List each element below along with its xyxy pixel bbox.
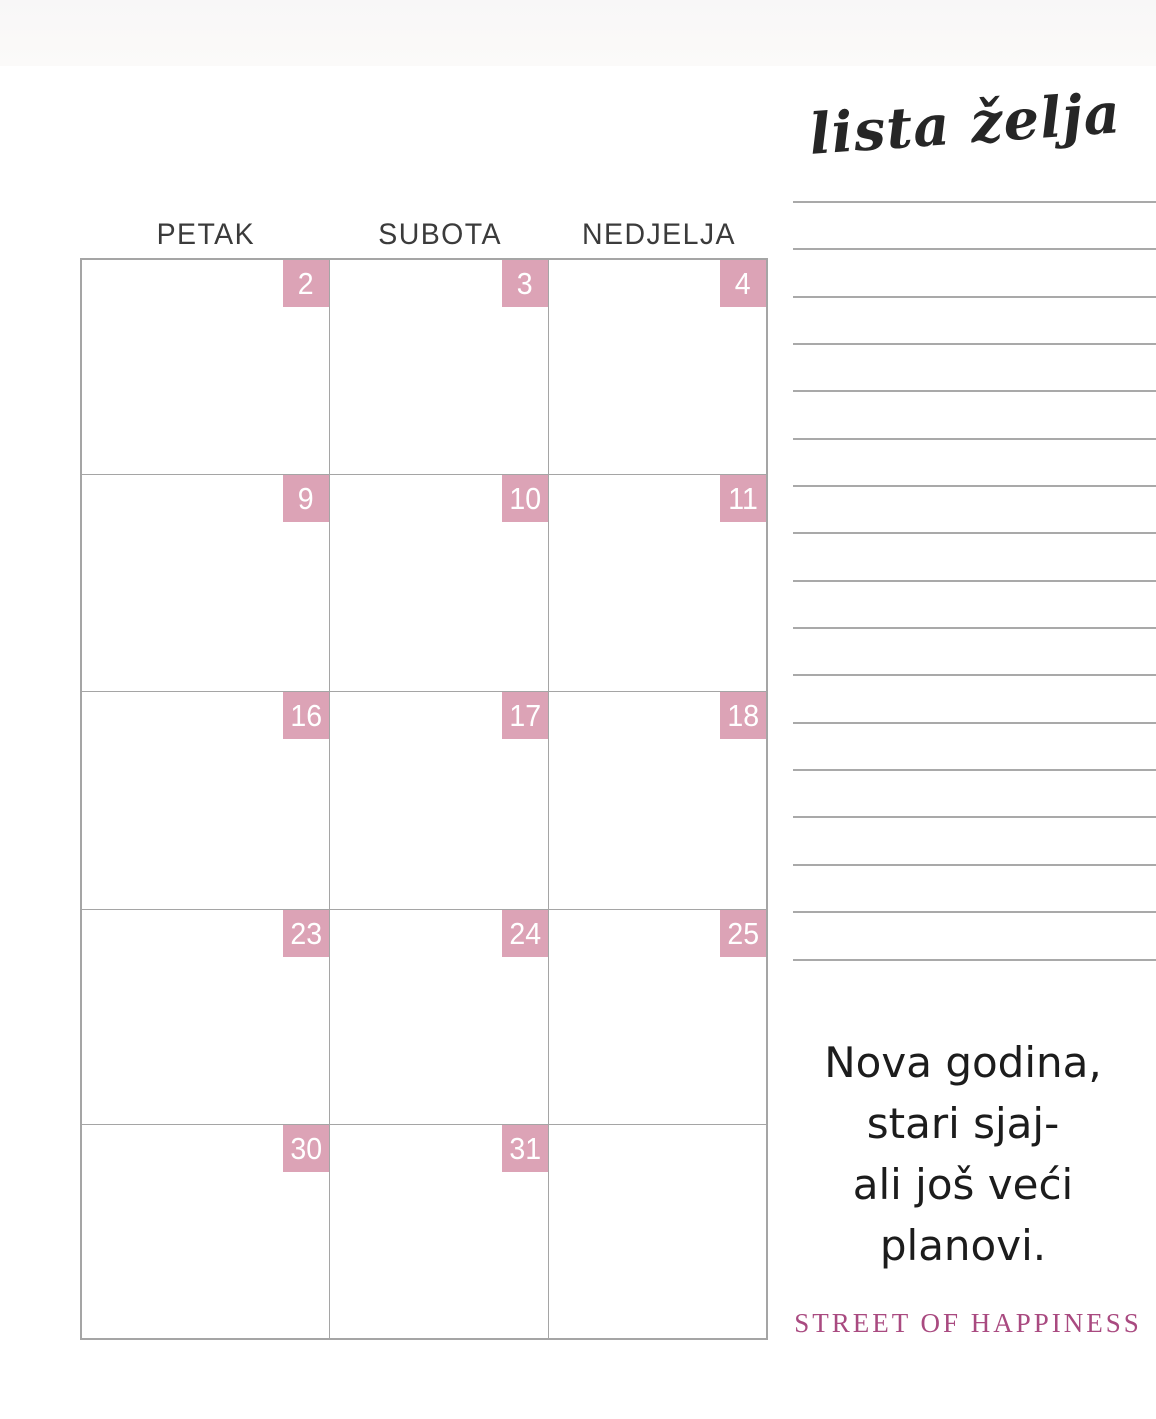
calendar-cell (82, 475, 330, 692)
note-line (793, 769, 1156, 771)
day-header-row (81, 218, 769, 252)
top-paper-band (0, 0, 1156, 66)
calendar-cell (330, 475, 549, 692)
calendar-cell (549, 260, 766, 475)
date-badge: 11 (720, 475, 766, 522)
date-badge: 30 (283, 1125, 329, 1172)
date-badge: 9 (283, 475, 329, 522)
calendar-grid (80, 258, 768, 1340)
note-line (793, 722, 1156, 724)
date-badge: 18 (720, 692, 766, 739)
quote-text (783, 1032, 1143, 1276)
calendar-cell (330, 692, 549, 910)
note-line (793, 864, 1156, 866)
date-badge: 23 (283, 910, 329, 957)
date-badge: 31 (502, 1125, 548, 1172)
date-badge: 16 (283, 692, 329, 739)
note-line (793, 816, 1156, 818)
quote-line: Nova godina, (824, 1038, 1102, 1087)
day-header-petak: PETAK (156, 218, 256, 251)
date-badge: 17 (502, 692, 548, 739)
quote-line: planovi. (879, 1221, 1047, 1270)
date-badge: 2 (283, 260, 329, 307)
note-line (793, 390, 1156, 392)
note-line (793, 959, 1156, 961)
quote-line: stari sjaj- (866, 1099, 1060, 1148)
day-header-nedjelja: NEDJELJA (582, 218, 737, 251)
calendar-cell (82, 692, 330, 910)
note-line (793, 485, 1156, 487)
note-line (793, 580, 1156, 582)
calendar-cell (549, 910, 766, 1125)
note-line (793, 296, 1156, 298)
calendar-cell (330, 260, 549, 475)
date-badge: 4 (720, 260, 766, 307)
calendar-cell (82, 910, 330, 1125)
calendar-cell (82, 1125, 330, 1338)
date-badge: 24 (502, 910, 548, 957)
note-line (793, 911, 1156, 913)
calendar-cell (82, 260, 330, 475)
calendar-cell (549, 692, 766, 910)
calendar-cell (330, 910, 549, 1125)
brand-logo-text: STREET OF HAPPINESS (794, 1308, 1142, 1338)
date-badge: 25 (720, 910, 766, 957)
date-badge: 3 (502, 260, 548, 307)
calendar-cell (549, 1125, 766, 1338)
note-line (793, 248, 1156, 250)
note-line (793, 674, 1156, 676)
note-line (793, 532, 1156, 534)
note-line (793, 438, 1156, 440)
calendar-cell (330, 1125, 549, 1338)
note-line (793, 201, 1156, 203)
notes-lines (793, 201, 1156, 1006)
note-line (793, 627, 1156, 629)
calendar-cell (549, 475, 766, 692)
date-badge: 10 (502, 475, 548, 522)
wishlist-title: lista želja (807, 80, 1123, 168)
day-header-subota: SUBOTA (378, 218, 503, 251)
quote-line: ali još veći (852, 1160, 1074, 1209)
note-line (793, 343, 1156, 345)
